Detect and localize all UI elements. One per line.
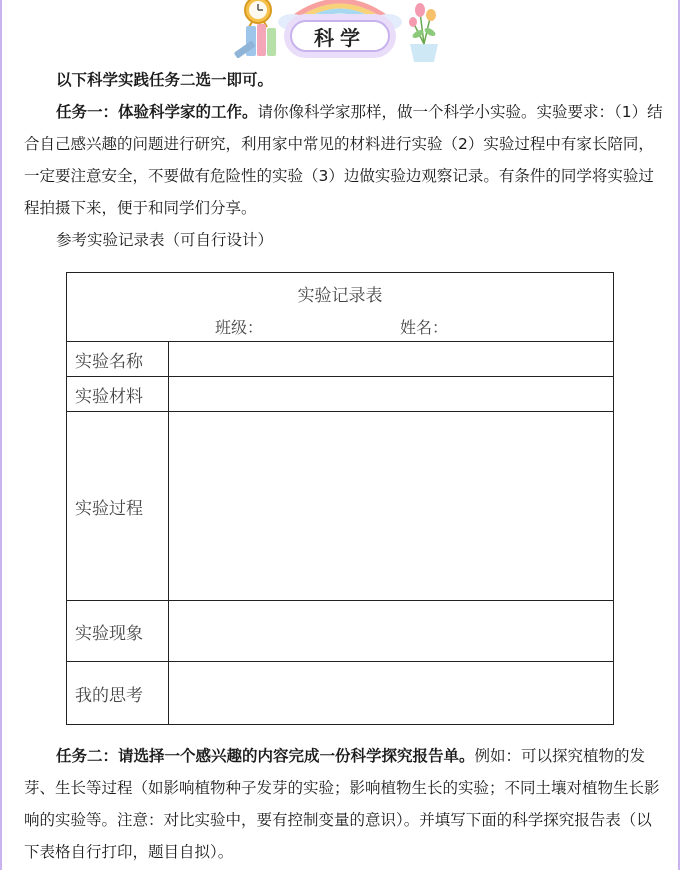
name-label: 姓名：	[400, 318, 449, 337]
table-row	[67, 342, 614, 377]
task1-paragraph	[24, 96, 664, 224]
intro-text: 以下科学实践任务二选一即可。	[56, 71, 274, 89]
row-value-cell[interactable]	[169, 412, 614, 601]
row-label: 实验材料	[67, 377, 169, 412]
alarm-clock-icon	[245, 0, 271, 27]
books-icon	[234, 24, 276, 59]
table-title: 实验记录表	[297, 286, 383, 306]
table-row	[67, 662, 614, 725]
class-label: 班级：	[215, 318, 264, 337]
page-border-left	[0, 0, 2, 870]
row-label: 实验名称	[67, 342, 169, 377]
row-label: 实验过程	[67, 412, 169, 601]
table-row	[67, 412, 614, 601]
table-row	[67, 377, 614, 412]
task2-body: 例如：可以探究植物的发芽、生长等过程（如影响植物种子发芽的实验；影响植物生长的实验；不同土壤对植物生长影响的实验等。注意：对比实验中，要有控制变量的意识）。并填写下面的科学探究报告表（以下表格自行打印，题目自拟）。	[24, 747, 660, 861]
row-value-cell[interactable]	[169, 377, 614, 412]
task1-heading: 任务一：体验科学家的工作。	[56, 103, 258, 121]
table-row	[67, 601, 614, 662]
experiment-record-table	[66, 272, 614, 725]
row-label: 实验现象	[67, 601, 169, 662]
row-label: 我的思考	[67, 662, 169, 725]
reference-note: 参考实验记录表（可自行设计）	[56, 231, 274, 249]
row-value-cell[interactable]	[169, 601, 614, 662]
table-header-cell	[67, 273, 614, 342]
row-value-cell[interactable]	[169, 662, 614, 725]
row-value-cell[interactable]	[169, 342, 614, 377]
section-title: 科学	[314, 25, 366, 50]
section-title-badge	[284, 14, 396, 58]
task2-paragraph	[24, 740, 664, 868]
flower-pot-icon	[409, 3, 438, 62]
task2-heading: 任务二：请选择一个感兴趣的内容完成一份科学探究报告单。	[56, 747, 475, 765]
task1-body: 请你像科学家那样，做一个科学小实验。实验要求：（1）结合自己感兴趣的问题进行研究，利用家中常见的材料进行实验（2）实验过程中有家长陪同，一定要注意安全，不要做有危险性的实验（3）边做实验边观察记录。有条件的同学将实验过程拍摄下来，便于和同学们分享。	[24, 103, 663, 217]
